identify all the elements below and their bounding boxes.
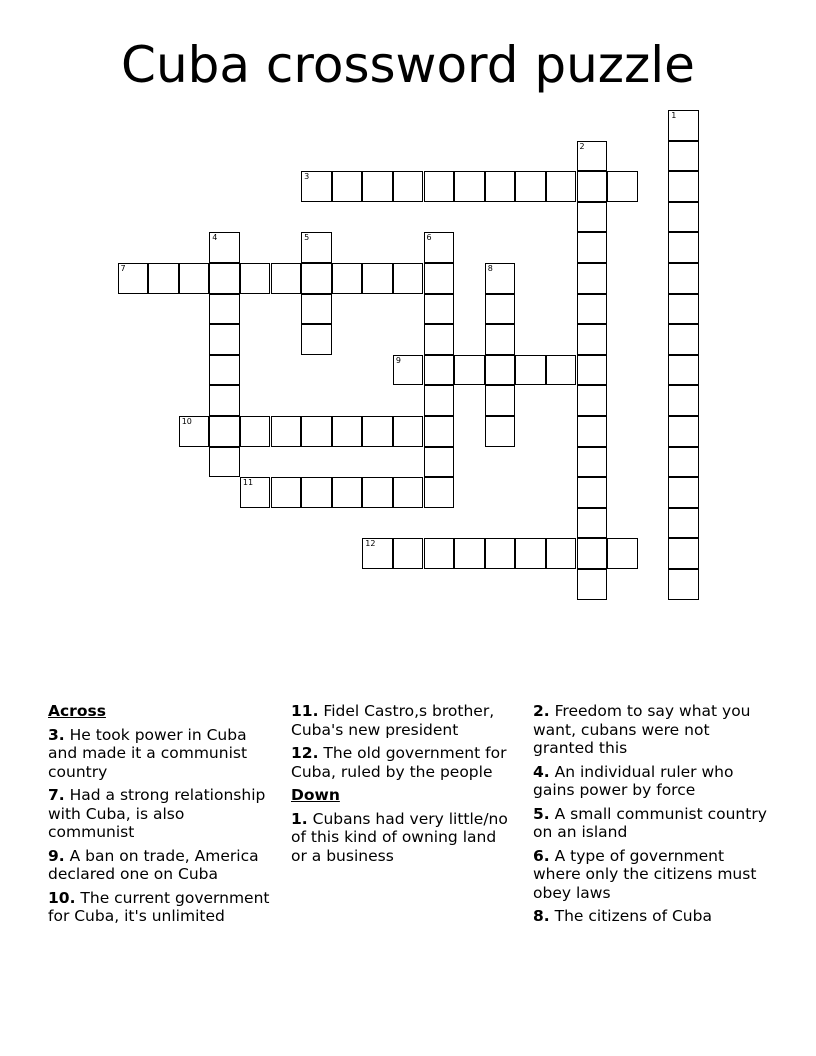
grid-cell[interactable] <box>577 202 608 233</box>
grid-cell[interactable] <box>424 324 455 355</box>
grid-cell[interactable] <box>607 171 638 202</box>
grid-cell[interactable] <box>362 538 393 569</box>
grid-cell[interactable] <box>485 171 516 202</box>
clue-number: 3 <box>304 172 310 182</box>
grid-cell[interactable] <box>577 538 608 569</box>
grid-cell[interactable] <box>424 232 455 263</box>
grid-cell[interactable] <box>240 263 271 294</box>
grid-cell[interactable] <box>209 355 240 386</box>
grid-cell[interactable] <box>393 538 424 569</box>
grid-cell[interactable] <box>424 416 455 447</box>
grid-cell[interactable] <box>209 294 240 325</box>
grid-cell[interactable] <box>546 171 577 202</box>
clues-column-2 <box>291 702 516 870</box>
grid-cell[interactable] <box>454 355 485 386</box>
grid-cell[interactable] <box>668 447 699 478</box>
grid-cell[interactable] <box>485 355 516 386</box>
clue-number: 6 <box>426 233 432 243</box>
grid-cell[interactable] <box>332 477 363 508</box>
grid-cell[interactable] <box>209 447 240 478</box>
grid-cell[interactable] <box>668 110 699 141</box>
grid-cell[interactable] <box>668 141 699 172</box>
clue-number: 5 <box>304 233 310 243</box>
grid-cell[interactable] <box>668 569 699 600</box>
grid-cell[interactable] <box>577 171 608 202</box>
down-heading: Down <box>291 786 340 804</box>
clue-number: 12 <box>365 539 376 549</box>
grid-cell[interactable] <box>668 538 699 569</box>
grid-cell[interactable] <box>454 171 485 202</box>
grid-cell[interactable] <box>240 477 271 508</box>
grid-cell[interactable] <box>515 171 546 202</box>
grid-cell[interactable] <box>424 355 455 386</box>
clue-down-1: 1. Cubans had very little/no of this kind of owning land or a business <box>291 809 508 865</box>
grid-cell[interactable] <box>668 355 699 386</box>
grid-cell[interactable] <box>179 416 210 447</box>
clues-column-3 <box>533 702 773 931</box>
grid-cell[interactable] <box>179 263 210 294</box>
clue-down-4: 4. An individual ruler who gains power by force <box>533 762 734 799</box>
clue-across-7: 7. Had a strong relationship with Cuba, is also communist <box>48 786 266 841</box>
grid-cell[interactable] <box>485 294 516 325</box>
grid-cell[interactable] <box>485 385 516 416</box>
grid-cell[interactable] <box>301 477 332 508</box>
grid-cell[interactable] <box>668 294 699 325</box>
grid-cell[interactable] <box>577 385 608 416</box>
grid-cell[interactable] <box>424 294 455 325</box>
clue-number: 1 <box>671 111 677 120</box>
grid-cell[interactable] <box>515 355 546 386</box>
clue-number: 7 <box>120 264 126 273</box>
grid-cell[interactable] <box>668 477 699 508</box>
across-heading: Across <box>48 702 106 720</box>
grid-cell[interactable] <box>240 416 271 447</box>
grid-cell[interactable] <box>148 263 179 294</box>
grid-cell[interactable] <box>362 263 393 294</box>
grid-cell[interactable] <box>209 324 240 355</box>
grid-cell[interactable] <box>424 477 455 508</box>
clue-down-6: 6. A type of government where only the citizens must obey laws <box>533 846 757 902</box>
grid-cell[interactable] <box>577 355 608 386</box>
grid-cell[interactable] <box>668 171 699 202</box>
grid-cell[interactable] <box>577 294 608 325</box>
grid-cell[interactable] <box>577 569 608 600</box>
clue-across-12: 12. The old government for Cuba, ruled by the people <box>291 744 507 781</box>
clue-across-11: 11. Fidel Castro,s brother, Cuba's new president <box>291 702 495 739</box>
grid-cell[interactable] <box>577 324 608 355</box>
grid-cell[interactable] <box>393 355 424 386</box>
grid-cell[interactable] <box>546 538 577 569</box>
grid-cell[interactable] <box>577 508 608 539</box>
grid-cell[interactable] <box>424 538 455 569</box>
grid-cell[interactable] <box>577 263 608 294</box>
grid-cell[interactable] <box>271 416 302 447</box>
clue-number: 11 <box>242 478 254 488</box>
grid-cell[interactable] <box>577 232 608 263</box>
grid-cell[interactable] <box>668 324 699 355</box>
grid-cell[interactable] <box>485 538 516 569</box>
grid-cell[interactable] <box>424 263 455 294</box>
grid-cell[interactable] <box>301 324 332 355</box>
grid-cell[interactable] <box>301 263 332 294</box>
grid-cell[interactable] <box>271 263 302 294</box>
grid-cell[interactable] <box>393 477 424 508</box>
grid-cell[interactable] <box>668 232 699 263</box>
grid-cell[interactable] <box>118 263 149 294</box>
grid-cell[interactable] <box>607 538 638 569</box>
grid-cell[interactable] <box>362 171 393 202</box>
grid-cell[interactable] <box>485 416 516 447</box>
grid-cell[interactable] <box>332 416 363 447</box>
clue-across-10: 10. The current government for Cuba, it's unlimited <box>48 888 270 925</box>
clue-across-3: 3. He took power in Cuba and made it a communist country <box>48 725 248 781</box>
grid-cell[interactable] <box>393 171 424 202</box>
grid-cell[interactable] <box>577 141 608 172</box>
grid-cell[interactable] <box>209 416 240 447</box>
clue-number: 4 <box>212 233 218 243</box>
grid-cell[interactable] <box>209 232 240 263</box>
grid-cell[interactable] <box>301 232 332 263</box>
grid-cell[interactable] <box>424 171 455 202</box>
grid-cell[interactable] <box>577 416 608 447</box>
grid-cell[interactable] <box>485 263 516 294</box>
clue-number: 10 <box>181 417 192 426</box>
grid-cell[interactable] <box>301 416 332 447</box>
clue-number: 8 <box>487 264 493 273</box>
clue-down-5: 5. A small communist country on an island <box>533 804 767 841</box>
grid-cell[interactable] <box>668 202 699 233</box>
puzzle-title: Cuba crossword puzzle <box>121 36 695 94</box>
grid-cell[interactable] <box>454 538 485 569</box>
grid-cell[interactable] <box>393 416 424 447</box>
grid-cell[interactable] <box>332 171 363 202</box>
grid-cell[interactable] <box>209 263 240 294</box>
grid-cell[interactable] <box>668 508 699 539</box>
grid-cell[interactable] <box>546 355 577 386</box>
clues-column-1 <box>48 702 273 931</box>
grid-cell[interactable] <box>301 171 332 202</box>
grid-cell[interactable] <box>577 447 608 478</box>
grid-cell[interactable] <box>362 477 393 508</box>
clue-down-8: 8. The citizens of Cuba <box>533 907 712 925</box>
grid-cell[interactable] <box>424 447 455 478</box>
clue-number: 2 <box>579 141 585 151</box>
grid-cell[interactable] <box>668 263 699 294</box>
grid-cell[interactable] <box>485 324 516 355</box>
grid-cell[interactable] <box>515 538 546 569</box>
grid-cell[interactable] <box>271 477 302 508</box>
clue-across-9: 9. A ban on trade, America declared one on Cuba <box>48 846 259 883</box>
grid-cell[interactable] <box>362 416 393 447</box>
clue-down-2: 2. Freedom to say what you want, cubans were not granted this <box>533 702 751 757</box>
grid-cell[interactable] <box>577 477 608 508</box>
grid-cell[interactable] <box>209 385 240 416</box>
grid-cell[interactable] <box>332 263 363 294</box>
grid-cell[interactable] <box>668 385 699 416</box>
grid-cell[interactable] <box>668 416 699 447</box>
grid-cell[interactable] <box>301 294 332 325</box>
grid-cell[interactable] <box>393 263 424 294</box>
grid-cell[interactable] <box>424 385 455 416</box>
clue-number: 9 <box>395 355 401 365</box>
